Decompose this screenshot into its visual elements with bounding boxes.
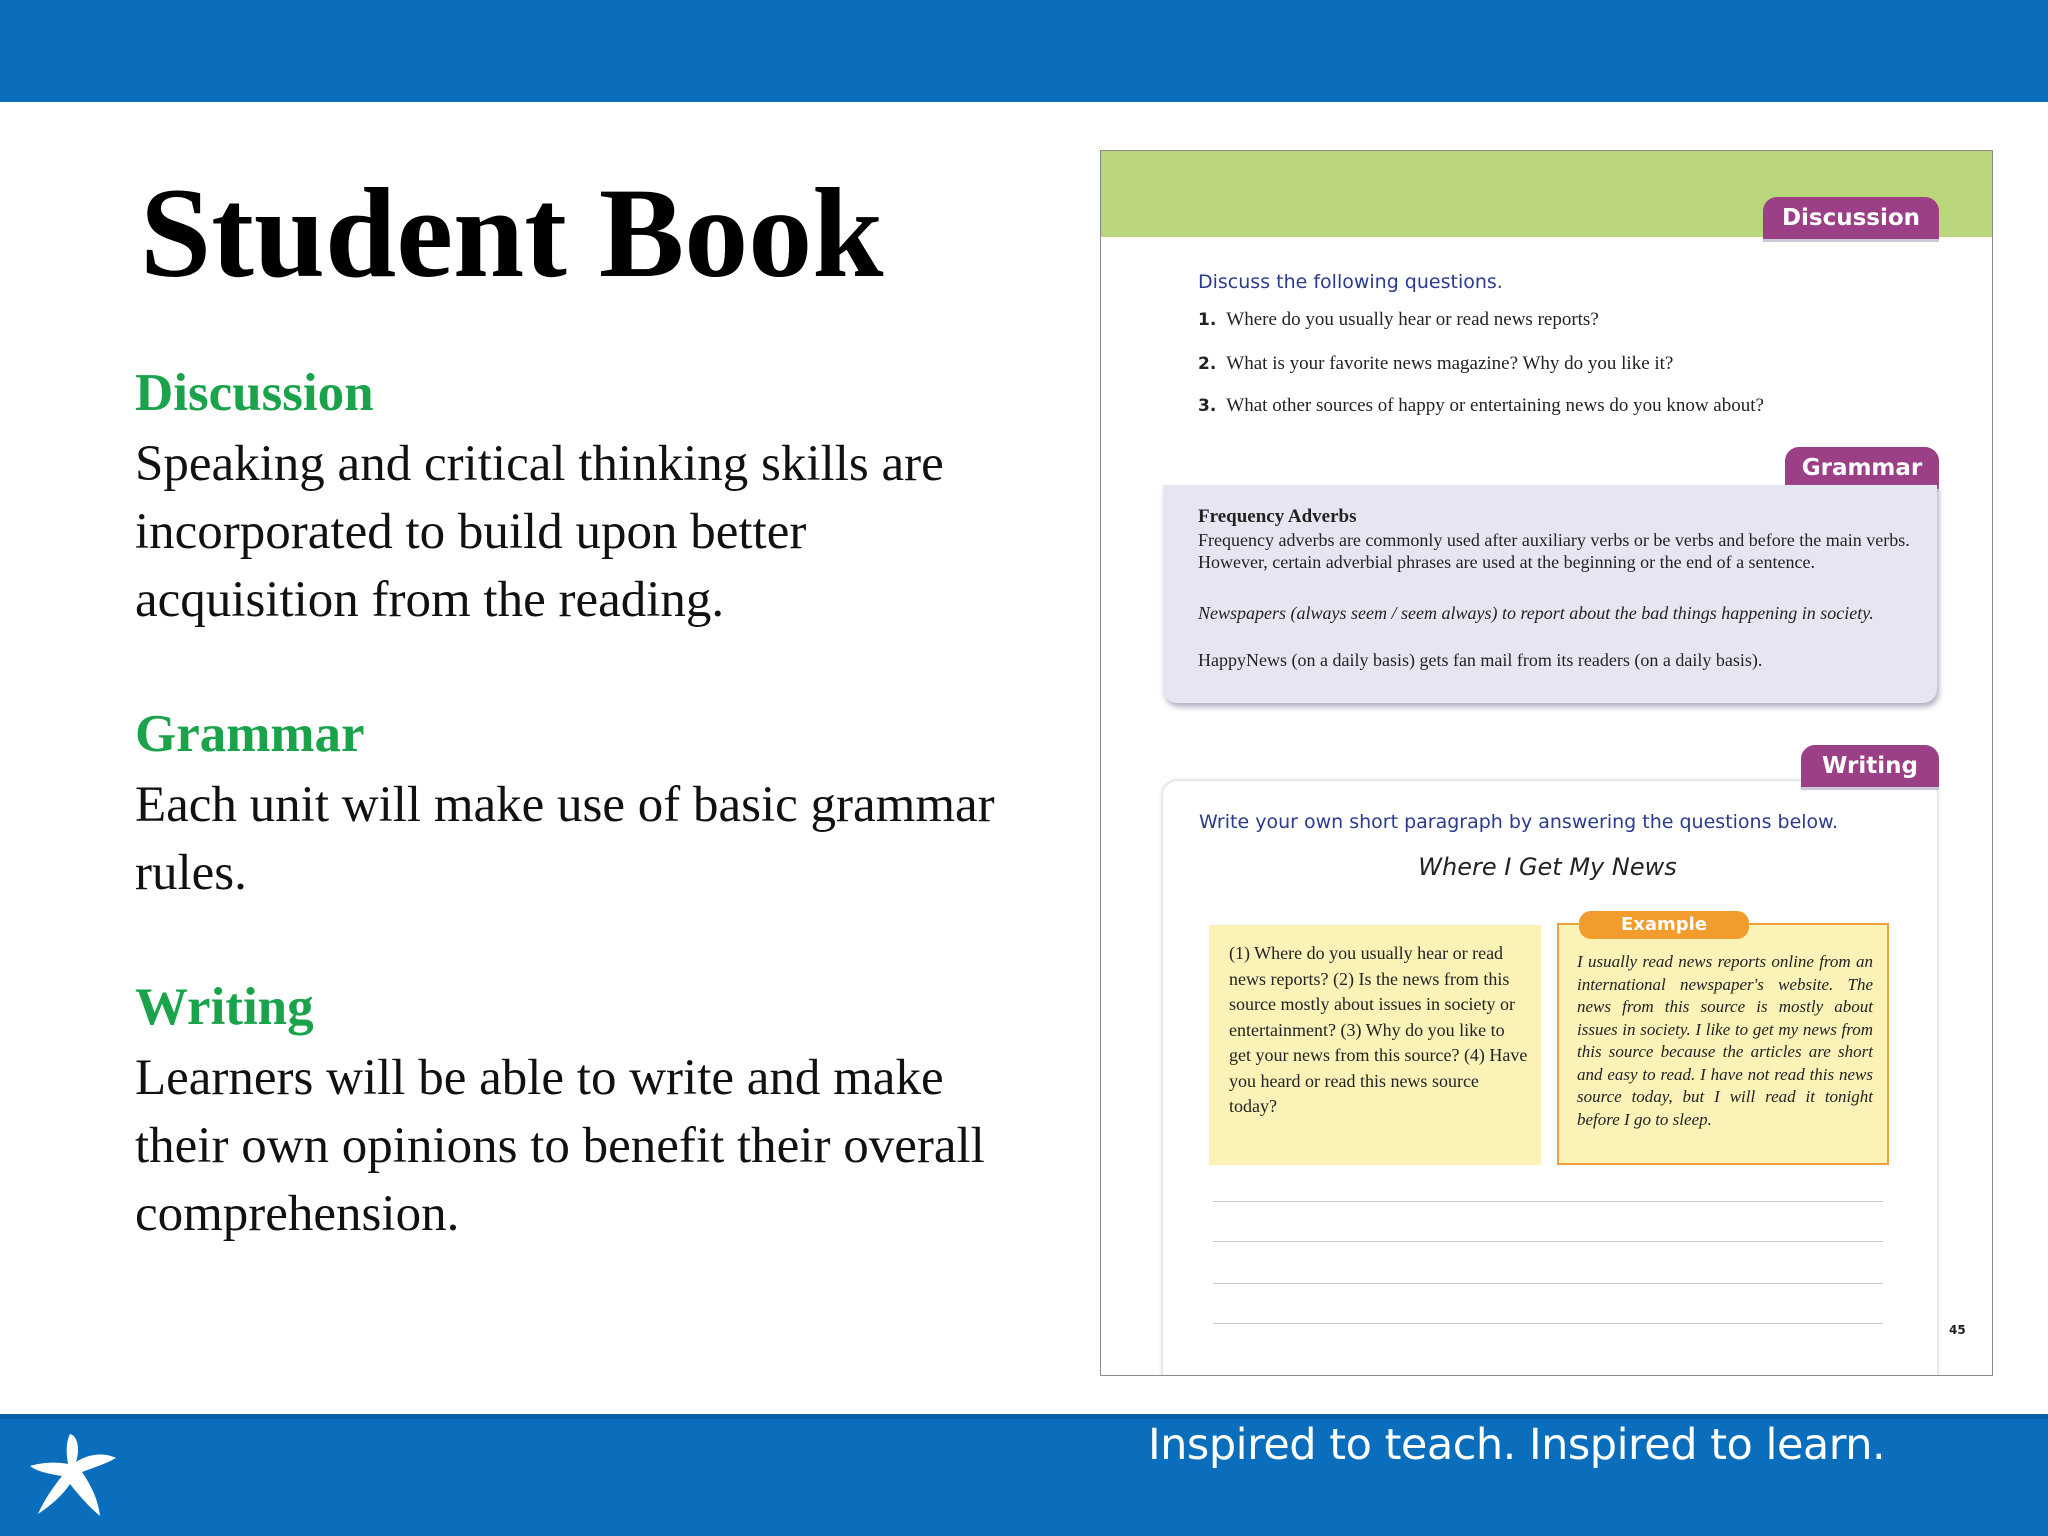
discussion-body: Speaking and critical thinking skills are incorporated to build upon better acquisition from the reading. bbox=[135, 436, 944, 628]
grammar-tab: Grammar bbox=[1785, 447, 1939, 489]
footer-tagline: Inspired to teach. Inspired to learn. bbox=[1148, 1420, 1886, 1470]
grammar-box bbox=[1163, 485, 1937, 703]
writing-line bbox=[1213, 1323, 1883, 1324]
writing-instruction: Write your own short paragraph by answering the questions below. bbox=[1199, 811, 1839, 833]
grammar-explanation: Frequency adverbs are commonly used after auxiliary verbs or be verbs and before the main verbs. However, certain adverbial phrases are used at the beginning or the end of a sentence. bbox=[1198, 530, 1910, 572]
writing-tab: Writing bbox=[1801, 745, 1939, 787]
top-banner bbox=[0, 0, 2048, 102]
discussion-question: 2. What is your favorite news magazine? Why do you like it? bbox=[1198, 353, 1674, 374]
writing-line bbox=[1213, 1283, 1883, 1284]
page-number: 45 bbox=[1949, 1323, 1966, 1337]
writing-line bbox=[1213, 1241, 1883, 1242]
grammar-example: HappyNews (on a daily basis) gets fan mail from its readers (on a daily basis). bbox=[1198, 650, 1763, 670]
example-label: Example bbox=[1579, 911, 1749, 939]
star-figure-logo-icon bbox=[26, 1428, 126, 1524]
discussion-question: 3. What other sources of happy or entertaining news do you know about? bbox=[1198, 395, 1764, 416]
discussion-heading: Discussion bbox=[135, 364, 374, 422]
bottom-banner-rule bbox=[0, 1414, 2048, 1419]
grammar-example: Newspapers (always seem / seem always) to report about the bad things happening in society. bbox=[1198, 603, 1874, 623]
grammar-title: Frequency Adverbs bbox=[1198, 506, 1357, 527]
slide-title: Student Book bbox=[140, 162, 884, 304]
grammar-body: Each unit will make use of basic grammar rules. bbox=[135, 777, 995, 901]
example-box bbox=[1557, 923, 1889, 1165]
example-text: I usually read news reports online from an international newspaper's website. The news from this source is mostly about issues in society. I like to get my news from this source because the articles are short and easy to read. I have not read this news source today, but I will read it tonight before I go to sleep. bbox=[1577, 952, 1873, 1129]
discussion-instruction: Discuss the following questions. bbox=[1198, 271, 1503, 293]
writing-title: Where I Get My News bbox=[1418, 853, 1677, 881]
writing-questions-box bbox=[1209, 925, 1541, 1165]
grammar-heading: Grammar bbox=[135, 705, 365, 763]
writing-line bbox=[1213, 1201, 1883, 1202]
writing-heading: Writing bbox=[135, 978, 314, 1036]
discussion-question: 1. Where do you usually hear or read news reports? bbox=[1198, 309, 1599, 330]
writing-body: Learners will be able to write and make their own opinions to benefit their overall comprehension. bbox=[135, 1050, 985, 1242]
student-book-page bbox=[1100, 150, 1993, 1376]
discussion-tab: Discussion bbox=[1763, 197, 1939, 239]
writing-questions: (1) Where do you usually hear or read news reports? (2) Is the news from this source mostly about issues in society or entertainment? (3) Why do you like to get your news from this source? (4) Have you heard or read this news source today? bbox=[1229, 943, 1528, 1116]
